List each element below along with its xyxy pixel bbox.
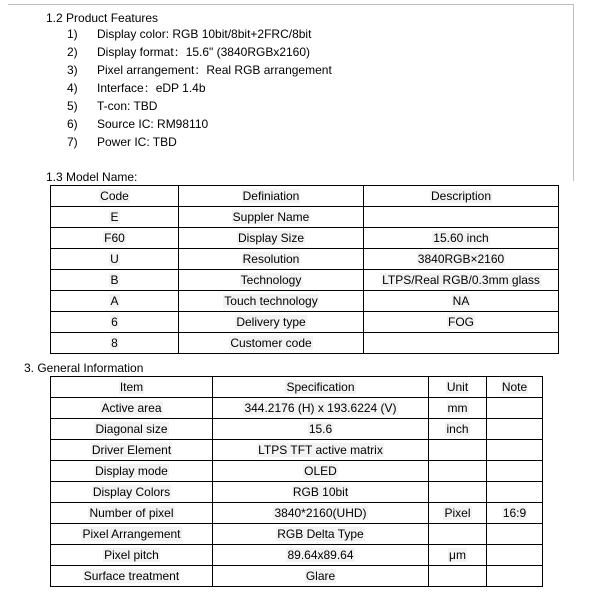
table-cell — [364, 207, 559, 228]
table-row — [51, 461, 543, 482]
table-cell: LTPS TFT active matrix — [213, 440, 429, 461]
table-cell — [487, 461, 543, 482]
header-cell: Item — [51, 377, 213, 398]
table-cell: Pixel pitch — [51, 545, 213, 566]
header-cell: Note — [487, 377, 543, 398]
table-cell — [487, 398, 543, 419]
general-information-table — [50, 376, 543, 587]
table-row — [51, 333, 559, 354]
table-cell — [429, 461, 487, 482]
model-name-table — [50, 185, 559, 354]
table-cell — [429, 566, 487, 587]
table-row — [51, 545, 543, 566]
feature-text: Power IC: TBD — [97, 135, 177, 149]
table-row — [51, 482, 543, 503]
feature-text: Interface：eDP 1.4b — [97, 81, 206, 95]
table-cell: Display Colors — [51, 482, 213, 503]
table-cell — [487, 440, 543, 461]
table-row — [51, 524, 543, 545]
table-cell — [429, 440, 487, 461]
table-header-row — [51, 186, 559, 207]
table-cell: E — [51, 207, 179, 228]
table-cell: A — [51, 291, 179, 312]
table-row — [51, 566, 543, 587]
table-cell: 15.60 inch — [364, 228, 559, 249]
table-cell: 3840*2160(UHD) — [213, 503, 429, 524]
table-cell: F60 — [51, 228, 179, 249]
feature-text: Display color: RGB 10bit/8bit+2FRC/8bit — [97, 27, 312, 41]
feature-number: 4) — [67, 81, 78, 95]
table-cell: 6 — [51, 312, 179, 333]
table-cell: Active area — [51, 398, 213, 419]
feature-text: Source IC: RM98110 — [97, 117, 209, 131]
header-cell: Specification — [213, 377, 429, 398]
general-information-title: 3. General Information — [24, 361, 144, 375]
table-cell — [487, 419, 543, 440]
table-cell: Surface treatment — [51, 566, 213, 587]
product-features-title: 1.2 Product Features — [46, 11, 159, 25]
table-cell: Suppler Name — [179, 207, 364, 228]
table-cell: Touch technology — [179, 291, 364, 312]
table-cell: U — [51, 249, 179, 270]
table-cell — [487, 545, 543, 566]
table-row — [51, 503, 543, 524]
table-cell: Display mode — [51, 461, 213, 482]
table-cell: Delivery type — [179, 312, 364, 333]
table-cell: 3840RGB×2160 — [364, 249, 559, 270]
feature-number: 3) — [67, 63, 78, 77]
table-cell: Display Size — [179, 228, 364, 249]
table-cell: 89.64x89.64 — [213, 545, 429, 566]
table-cell — [429, 524, 487, 545]
table-cell: FOG — [364, 312, 559, 333]
table-cell: Driver Element — [51, 440, 213, 461]
table-cell: Pixel Arrangement — [51, 524, 213, 545]
table-cell: Diagonal size — [51, 419, 213, 440]
table-cell: 16:9 — [487, 503, 543, 524]
table-row — [51, 249, 559, 270]
table-cell: OLED — [213, 461, 429, 482]
table-cell — [487, 524, 543, 545]
table-cell: μm — [429, 545, 487, 566]
feature-text: Display format：15.6" (3840RGBx2160) — [97, 45, 311, 59]
header-cell: Unit — [429, 377, 487, 398]
header-cell: Definiation — [179, 186, 364, 207]
table-row — [51, 291, 559, 312]
table-cell: Pixel — [429, 503, 487, 524]
table-cell: Glare — [213, 566, 429, 587]
table-cell: LTPS/Real RGB/0.3mm glass — [364, 270, 559, 291]
table-row — [51, 440, 543, 461]
model-name-title: 1.3 Model Name: — [46, 170, 138, 184]
table-cell — [487, 482, 543, 503]
table-row — [51, 398, 543, 419]
feature-text: Pixel arrangement：Real RGB arrangement — [97, 63, 332, 77]
table-row — [51, 228, 559, 249]
table-cell: inch — [429, 419, 487, 440]
table-cell: RGB 10bit — [213, 482, 429, 503]
table-cell: Technology — [179, 270, 364, 291]
table-cell: Number of pixel — [51, 503, 213, 524]
table-cell — [429, 482, 487, 503]
table-header-row — [51, 377, 543, 398]
table-row — [51, 207, 559, 228]
table-row — [51, 419, 543, 440]
header-cell: Code — [51, 186, 179, 207]
table-cell: B — [51, 270, 179, 291]
table-cell: 15.6 — [213, 419, 429, 440]
feature-number: 6) — [67, 117, 78, 131]
table-cell: 8 — [51, 333, 179, 354]
table-cell: NA — [364, 291, 559, 312]
table-cell: Customer code — [179, 333, 364, 354]
feature-text: T-con: TBD — [97, 99, 158, 113]
header-cell: Description — [364, 186, 559, 207]
table-row — [51, 312, 559, 333]
feature-number: 1) — [67, 27, 78, 41]
table-row — [51, 270, 559, 291]
table-cell: mm — [429, 398, 487, 419]
table-cell: 344.2176 (H) x 193.6224 (V) — [213, 398, 429, 419]
feature-number: 5) — [67, 99, 78, 113]
table-cell — [364, 333, 559, 354]
table-cell — [487, 566, 543, 587]
feature-number: 7) — [67, 135, 78, 149]
table-cell: Resolution — [179, 249, 364, 270]
feature-number: 2) — [67, 45, 78, 59]
table-cell: RGB Delta Type — [213, 524, 429, 545]
